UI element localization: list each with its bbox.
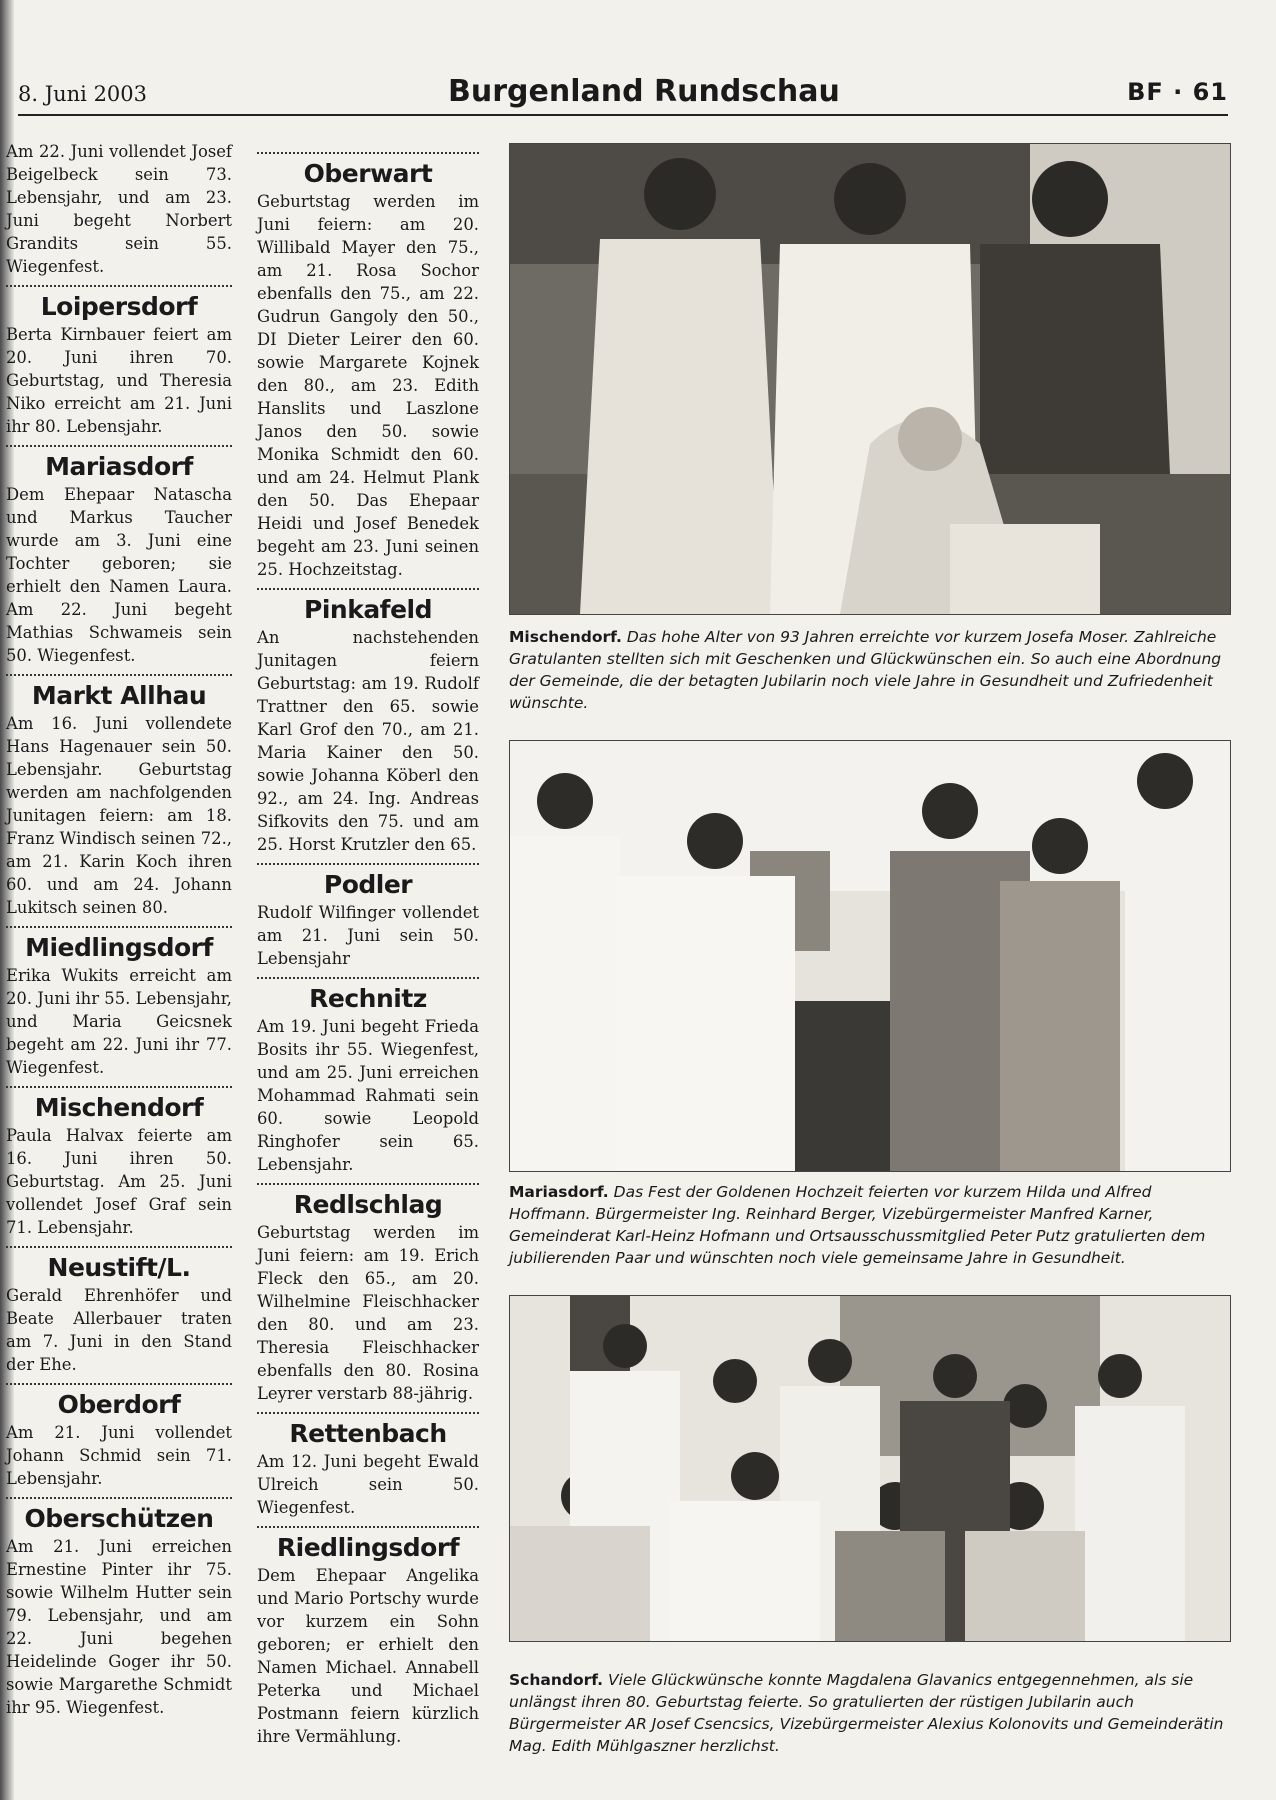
- article-heading: Neustift/L.: [47, 1253, 191, 1282]
- article-heading: Oberwart: [303, 159, 433, 188]
- caption-place: Schandorf.: [509, 1671, 604, 1689]
- photo-mischendorf: [509, 143, 1231, 615]
- article-heading: Rechnitz: [309, 984, 427, 1013]
- caption-text: Das Fest der Goldenen Hochzeit feierten vor kurzem Hilda und Alfred Hoffmann. Bürgermeister Ing. Reinhard Berger, Vizebürgermeister Manfred Karner, Gemeinderat Karl-Heinz Hofmann und Ortsausschussmitglied Peter Putz gratulierten dem jubilierenden Paar und wünschten noch viele gemeinsame Jahre in Gesundheit.: [509, 1183, 1206, 1267]
- article-text: Gerald Ehrenhöfer und Beate Allerbauer traten am 7. Juni in den Stand der Ehe.: [6, 1286, 232, 1374]
- divider: [6, 674, 232, 676]
- divider: [257, 1412, 479, 1414]
- article-text: Erika Wukits erreicht am 20. Juni ihr 55. Lebensjahr, und Maria Geicsnek begeht am 22. Juni ihr 77. Wiegenfest.: [6, 966, 232, 1077]
- divider: [6, 445, 232, 447]
- divider: [257, 977, 479, 979]
- newspaper-title: Burgenland Rundschau: [448, 74, 840, 109]
- article-text: An nachstehenden Junitagen feiern Geburtstag: am 19. Rudolf Trattner den 65. sowie Karl Grof den 70., am 21. Maria Kainer den 50. sowie Johanna Köberl den 92., am 24. Ing. Andreas Sifkovits den 75. und am 25. Horst Krutzler den 65.: [257, 628, 479, 854]
- divider: [257, 863, 479, 865]
- article-text: Am 12. Juni begeht Ewald Ulreich sein 50. Wiegenfest.: [257, 1452, 479, 1517]
- article-text: Berta Kirnbauer feiert am 20. Juni ihren 70. Geburtstag, und Theresia Niko erreicht am 21. Juni ihr 80. Lebensjahr.: [6, 325, 232, 436]
- photo-mariasdorf: [509, 740, 1231, 1172]
- article-text: Dem Ehepaar Natascha und Markus Taucher wurde am 3. Juni eine Tochter geboren; sie erhielt den Namen Laura. Am 22. Juni begeht Mathias Schwameis sein 50. Wiegenfest.: [6, 485, 232, 665]
- article-text: Am 21. Juni vollendet Johann Schmid sein 71. Lebensjahr.: [6, 1423, 232, 1488]
- caption-place: Mischendorf.: [509, 628, 622, 646]
- article-text: Geburtstag werden im Juni feiern: am 20. Willibald Mayer den 75., am 21. Rosa Sochor ebenfalls den 75., am 22. Gudrun Gangoly den 50., DI Dieter Leirer den 60. sowie Margarete Kojnek den 80., am 23. Edith Hanslits und Laszlone Janos den 50. sowie Monika Schmidt den 60. und am 24. Helmut Plank den 50. Das Ehepaar Heidi und Josef Benedek begeht am 23. Juni seinen 25. Hochzeitstag.: [257, 192, 479, 579]
- article-heading: Oberschützen: [24, 1504, 214, 1533]
- page-number: BF · 61: [1127, 78, 1228, 106]
- article-text: Am 16. Juni vollendete Hans Hagenauer sein 50. Lebensjahr. Geburtstag werden am nachfolgenden Junitagen feiern: am 18. Franz Windisch seinen 72., am 21. Karin Koch ihren 60. und am 24. Johann Lukitsch seinen 80.: [6, 714, 232, 917]
- article-heading: Mischendorf: [34, 1093, 204, 1122]
- divider: [6, 1086, 232, 1088]
- photo-caption-mischendorf: [509, 626, 1234, 714]
- caption-text: Viele Glückwünsche konnte Magdalena Glavanics entgegennehmen, als sie unlängst ihren 80. Geburtstag feierte. So gratulierten der rüstigen Jubilarin auch Bürgermeister AR Josef Csencsics, Vizebürgermeister Alexius Kolonovits und Gemeinderätin Mag. Edith Mühlgaszner herzlichst.: [509, 1671, 1224, 1755]
- article-heading: Pinkafeld: [304, 595, 432, 624]
- column-left: [0, 140, 232, 1719]
- divider: [6, 1246, 232, 1248]
- article-heading: Mariasdorf: [45, 452, 193, 481]
- article-heading: Podler: [323, 870, 413, 899]
- article-text: Am 19. Juni begeht Frieda Bosits ihr 55. Wiegenfest, und am 25. Juni erreichen Mohammad Rahmati sein 60. sowie Leopold Ringhofer sein 65. Lebensjahr.: [257, 1017, 479, 1174]
- photo-caption-schandorf: [509, 1669, 1234, 1757]
- photo-caption-mariasdorf: [509, 1181, 1234, 1269]
- caption-place: Mariasdorf.: [509, 1183, 609, 1201]
- article-heading: Oberdorf: [57, 1390, 181, 1419]
- article-heading: Markt Allhau: [31, 681, 207, 710]
- divider: [6, 285, 232, 287]
- article-text: Geburtstag werden im Juni feiern: am 19. Erich Fleck den 65., am 20. Wilhelmine Fleischhacker den 80. und am 23. Theresia Fleischhacker ebenfalls den 80. Rosina Leyrer verstarb 88-jährig.: [257, 1223, 479, 1403]
- article-text: Paula Halvax feierte am 16. Juni ihren 50. Geburtstag. Am 25. Juni vollendet Josef Graf sein 71. Lebensjahr.: [6, 1126, 232, 1237]
- page-header: [18, 72, 1228, 116]
- photo-schandorf: [509, 1295, 1231, 1642]
- article-text: Am 21. Juni erreichen Ernestine Pinter ihr 75. sowie Wilhelm Hutter sein 79. Lebensjahr, und am 22. Juni begehen Heidelinde Goger ihr 50. sowie Margarethe Schmidt ihr 95. Wiegenfest.: [6, 1537, 232, 1717]
- divider: [257, 588, 479, 590]
- article-text: Dem Ehepaar Angelika und Mario Portschy wurde vor kurzem ein Sohn geboren; er erhielt den Namen Michael. Annabell Peterka und Michael Postmann feiern kürzlich ihre Vermählung.: [257, 1566, 479, 1746]
- divider: [6, 1383, 232, 1385]
- article-heading: Loipersdorf: [40, 292, 198, 321]
- caption-text: Das hohe Alter von 93 Jahren erreichte vor kurzem Josefa Moser. Zahlreiche Gratulanten stellten sich mit Geschenken und Glückwünschen ein. So auch eine Abordnung der Gemeinde, die der betagten Jubilarin noch viele Jahre in Gesundheit und Zufriedenheit wünschte.: [509, 628, 1222, 712]
- issue-date: 8. Juni 2003: [18, 82, 148, 106]
- column-middle: [257, 140, 479, 1748]
- article-heading: Riedlingsdorf: [276, 1533, 460, 1562]
- article-heading: Rettenbach: [289, 1419, 447, 1448]
- article-text: Rudolf Wilfinger vollendet am 21. Juni sein 50. Lebensjahr: [257, 903, 479, 968]
- divider: [6, 1497, 232, 1499]
- divider: [257, 1183, 479, 1185]
- article-text: Am 22. Juni vollendet Josef Beigelbeck sein 73. Lebensjahr, und am 23. Juni begeht Norbert Grandits sein 55. Wiegenfest.: [6, 142, 232, 276]
- article-heading: Redlschlag: [293, 1190, 443, 1219]
- divider: [257, 1526, 479, 1528]
- divider: [6, 926, 232, 928]
- divider: [257, 152, 479, 154]
- article-heading: Miedlingsdorf: [25, 933, 213, 962]
